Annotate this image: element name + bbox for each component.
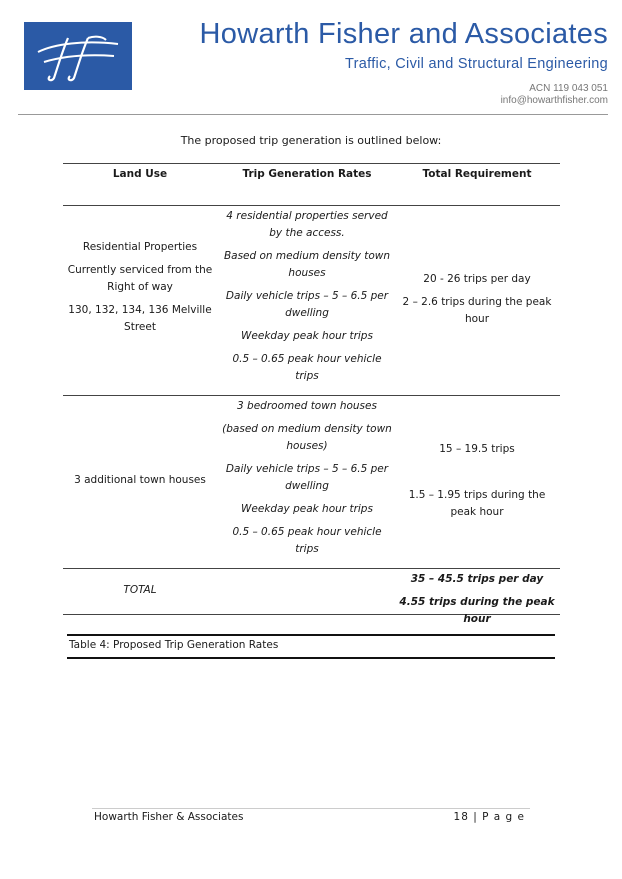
total-value-line: 35 – 45.5 trips per day — [410, 573, 544, 585]
rate-line: Based on medium density town houses — [223, 250, 391, 279]
row2-rates — [222, 398, 392, 558]
rate-line: (based on medium density town houses) — [222, 423, 392, 452]
land-use-line: 3 additional town houses — [74, 474, 206, 486]
table-header-rule — [63, 205, 560, 206]
total-value-line: 4.55 trips during the peak hour — [399, 596, 555, 625]
total-line: 15 – 19.5 trips — [439, 443, 515, 455]
land-use-line: Currently serviced from the Right of way — [67, 264, 213, 293]
row1-total — [396, 271, 558, 328]
header-land-use: Land Use — [112, 168, 168, 180]
row1-rates — [222, 208, 392, 385]
table-row-rule — [63, 395, 560, 396]
contact-info — [501, 83, 608, 107]
footer-company: Howarth Fisher & Associates — [94, 811, 244, 823]
table-total-rule — [63, 568, 560, 569]
rate-line: 0.5 – 0.65 peak hour vehicle trips — [232, 526, 382, 555]
row2-total — [396, 441, 558, 521]
rate-line: 4 residential properties served by the access. — [226, 210, 388, 239]
total-line: 1.5 – 1.95 trips during the peak hour — [408, 489, 546, 518]
table-caption: Table 4: Proposed Trip Generation Rates — [69, 639, 279, 651]
rate-line: Daily vehicle trips – 5 – 6.5 per dwelling — [225, 290, 389, 319]
rate-line: 0.5 – 0.65 peak hour vehicle trips — [232, 353, 382, 382]
total-line: 20 - 26 trips per day — [423, 273, 531, 285]
total-line: 2 – 2.6 trips during the peak hour — [402, 296, 552, 325]
rate-line: 3 bedroomed town houses — [237, 400, 377, 412]
intro-text: The proposed trip generation is outlined below: — [180, 134, 442, 147]
header-trip-generation-rates: Trip Generation Rates — [242, 168, 372, 180]
row1-land-use — [66, 239, 214, 336]
page-number: 18 | P a g e — [453, 811, 525, 823]
rate-line: Weekday peak hour trips — [241, 503, 373, 515]
hf-monogram-icon — [24, 22, 132, 90]
rate-line: Daily vehicle trips – 5 – 6.5 per dwelling — [225, 463, 389, 492]
company-logo — [24, 22, 132, 90]
land-use-line: 130, 132, 134, 136 Melville Street — [68, 304, 212, 333]
total-values — [396, 571, 558, 628]
caption-bottom-rule — [67, 657, 555, 659]
header-divider — [18, 114, 608, 115]
rate-line: Weekday peak hour trips — [241, 330, 373, 342]
header-total-requirement: Total Requirement — [422, 168, 532, 180]
acn-number: ACN 119 043 051 — [529, 83, 608, 94]
company-header — [200, 14, 608, 74]
table-top-rule — [63, 163, 560, 164]
land-use-line: Residential Properties — [82, 241, 198, 253]
total-label: TOTAL — [123, 584, 157, 596]
row2-land-use — [66, 472, 214, 489]
caption-top-rule — [67, 634, 555, 636]
company-name: Howarth Fisher and Associates — [199, 18, 608, 50]
company-tagline: Traffic, Civil and Structural Engineering — [345, 56, 608, 72]
footer-divider — [92, 808, 530, 809]
contact-email: info@howarthfisher.com — [500, 95, 608, 106]
